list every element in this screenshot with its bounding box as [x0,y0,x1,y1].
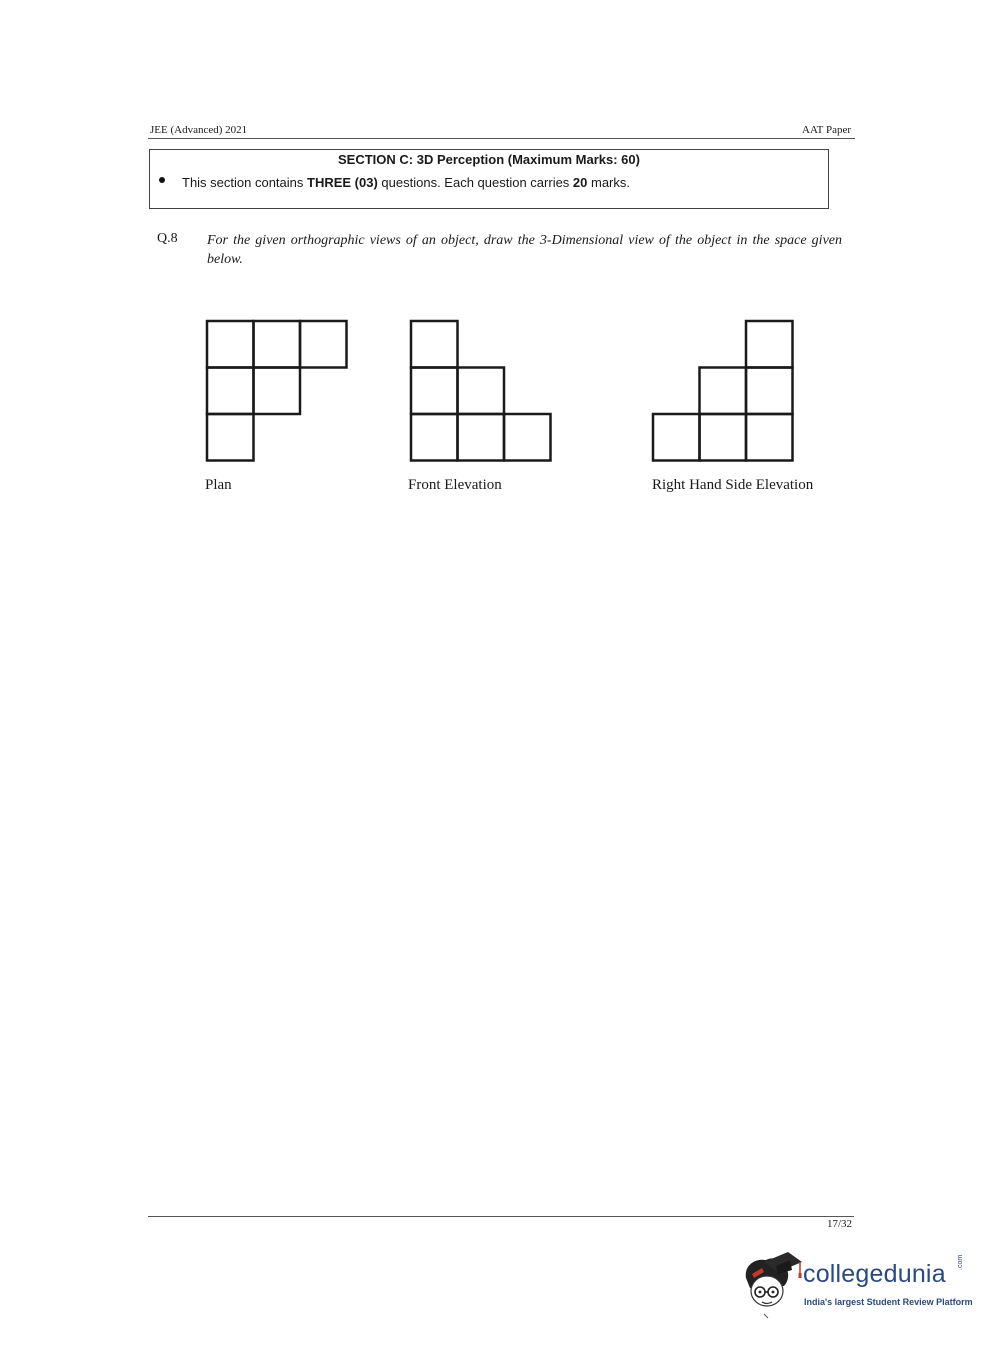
instruction-count: THREE (03) [307,175,378,190]
brand-name: collegedunia [803,1260,946,1288]
header-paper-name: AAT Paper [802,124,851,136]
question-number: Q.8 [157,231,178,246]
front-elevation-drawing [411,321,551,461]
header-exam-title: JEE (Advanced) 2021 [150,124,248,136]
orthographic-views [0,300,1002,480]
page-number: 17/32 [826,1218,852,1230]
plan-view-drawing [207,321,347,461]
side-elevation-drawing [653,321,793,461]
front-elevation-label: Front Elevation [408,477,502,493]
instruction-text-2: questions. Each question carries [377,175,573,190]
brand-domain-suffix: .com [957,1254,964,1270]
section-title: SECTION C: 3D Perception (Maximum Marks: 60) [338,152,640,167]
section-info-box [149,149,829,209]
bullet-icon [159,177,165,183]
side-elevation-label: Right Hand Side Elevation [652,477,814,493]
instruction-marks: 20 [572,175,588,190]
header-divider [148,138,855,139]
instruction-text-3: marks. [587,175,631,190]
footer-divider [148,1216,854,1217]
question-text: For the given orthographic views of an object, draw the 3-Dimensional view of the object in the space given below. [207,233,842,267]
section-instruction [182,175,630,190]
instruction-text-1: This section contains [182,175,308,190]
brand-tagline: India's largest Student Review Platform [804,1297,973,1307]
plan-label: Plan [205,477,232,493]
